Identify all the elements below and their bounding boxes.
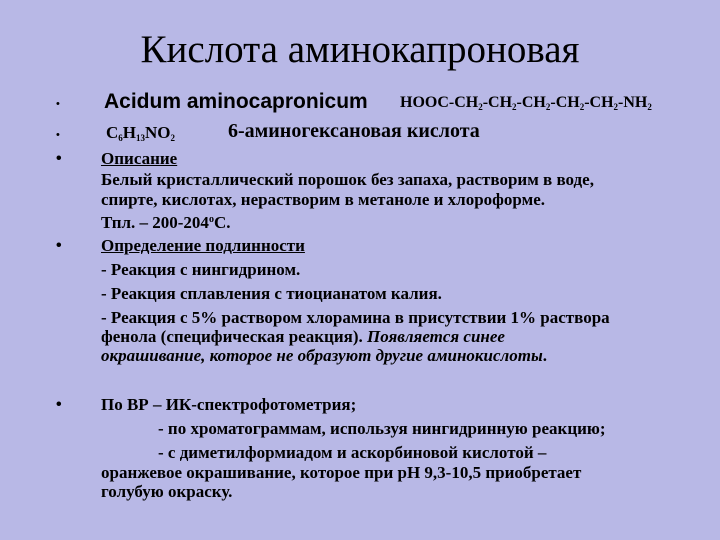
identity-reaction: фенола (специфическая реакция). Появляется синее — [101, 327, 505, 346]
bullet-dot: • — [56, 98, 60, 110]
melting-point: Тпл. – 200-204$^o$С. — [101, 213, 231, 232]
vr-line: По ВР – ИК-спектрофотометрия; — [101, 395, 357, 414]
identity-reaction: - Реакция с нингидрином. — [101, 260, 301, 279]
description-heading: Описание — [101, 149, 178, 168]
bullet-dot: • — [56, 237, 62, 254]
identity-reaction: - Реакция сплавления с тиоцианатом калия. — [101, 284, 442, 303]
vr-line: - с диметилформиадом и аскорбиновой кислотой – — [158, 443, 547, 462]
structural-formula: HOOC-$CH_2-CH_2-CH_2-CH_2-CH_2-NH_2$ — [400, 94, 652, 112]
identity-reaction: - Реакция с 5% раствором хлорамина в присутствии 1% раствора — [101, 308, 610, 327]
vr-line: - по хроматограммам, используя нингидринную реакцию; — [158, 419, 606, 438]
vr-line: оранжевое окрашивание, которое при pH 9,3-10,5 приобретает — [101, 463, 582, 482]
identity-reaction: окрашивание, которое не образуют другие аминокислоты. — [101, 346, 548, 365]
description-line: спирте, кислотах, нерастворим в метаноле и хлороформе. — [101, 190, 545, 209]
molecular-formula: $C_6H_{13}NO_2$ — [106, 123, 176, 143]
bullet-dot: • — [56, 396, 62, 413]
description-line: Белый кристаллический порошок без запаха, растворим в воде, — [101, 170, 594, 189]
slide-title: Кислота аминокапроновая — [140, 28, 580, 71]
chemical-name: 6-аминогексановая кислота — [228, 120, 480, 142]
bullet-dot: • — [56, 129, 60, 141]
identity-heading: Определение подлинности — [101, 236, 305, 255]
latin-name: Acidum aminocapronicum — [104, 90, 368, 113]
vr-line: голубую окраску. — [101, 482, 233, 501]
bullet-dot: • — [56, 150, 62, 167]
